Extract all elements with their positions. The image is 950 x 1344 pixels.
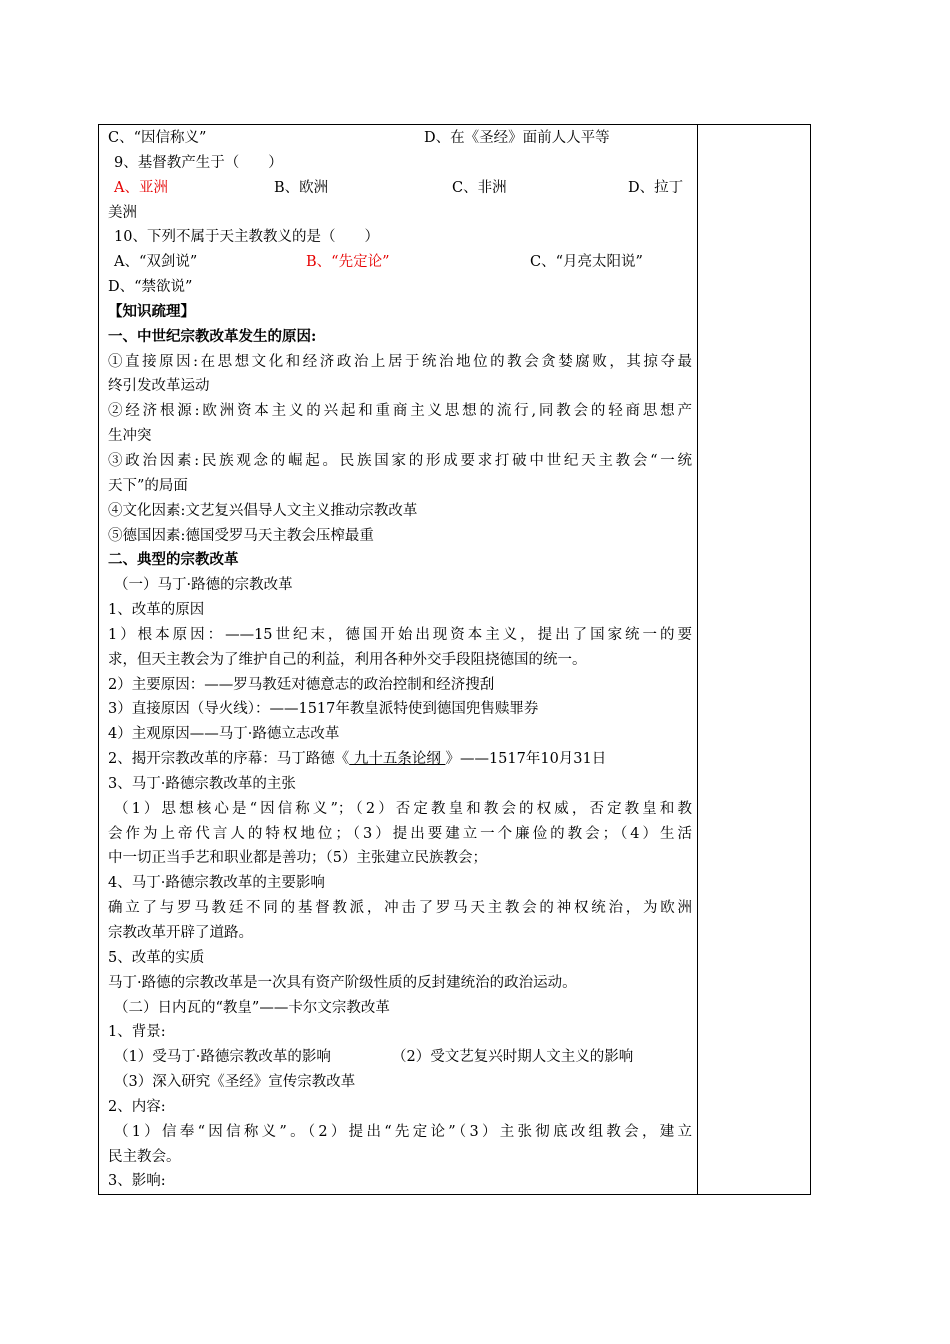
luther-line: 马丁·路德的宗教改革是一次具有资产阶级性质的反封建统治的政治运动。 <box>108 974 577 991</box>
section1-line: ②经济根源:欧洲资本主义的兴起和重商主义思想的流行,同教会的轻商思想产 <box>108 403 692 420</box>
luther-line: 2）主要原因：——罗马教廷对德意志的政治控制和经济搜刮 <box>108 676 495 693</box>
calvin-title: （二）日内瓦的“教皇”——卡尔文宗教改革 <box>114 999 390 1016</box>
q9-option-d: D、拉丁 <box>628 179 684 196</box>
luther-line: （1）思想核心是“因信称义”；（2）否定教皇和教会的权威，否定教皇和教 <box>114 800 692 817</box>
luther-line: 5、改革的实质 <box>108 949 205 966</box>
table-main-cell <box>108 126 692 1194</box>
q10-option-d: D、“禁欲说” <box>108 279 193 296</box>
luther-title: （一）马丁·路德的宗教改革 <box>114 577 293 594</box>
calvin-line: 民主教会。 <box>108 1148 181 1165</box>
prelude-text: 2、揭开宗教改革的序幕：马丁路德《 <box>108 751 350 768</box>
calvin-background-line <box>108 1045 692 1070</box>
prelude-date: 》——1517年10月31日 <box>445 751 607 768</box>
luther-line: 中一切正当手艺和职业都是善功；（5）主张建立民族教会； <box>108 850 487 867</box>
q9-option-c: C、非洲 <box>452 179 507 196</box>
q9-option-b: B、欧洲 <box>274 179 329 196</box>
calvin-background-1: （1）受马丁·路德宗教改革的影响 <box>114 1049 331 1066</box>
q8-option-d: D、在《圣经》面前人人平等 <box>424 130 610 146</box>
q10-option-a: A、“双剑说” <box>114 254 198 271</box>
luther-line: 4、马丁·路德宗教改革的主要影响 <box>108 875 325 892</box>
section1-line: ③政治因素:民族观念的崛起。民族国家的形成要求打破中世纪天主教会“一统 <box>108 452 692 469</box>
section1-line: ⑤德国因素:德国受罗马天主教会压榨最重 <box>108 527 374 544</box>
calvin-line: （1）信奉“因信称义”。（2）提出“先定论”（3）主张彻底改组教会，建立 <box>114 1123 692 1140</box>
calvin-line: 1、背景: <box>108 1024 166 1041</box>
knowledge-heading: 【知识疏理】 <box>108 302 195 320</box>
luther-line: 3）直接原因（导火线）：——1517年教皇派特使到德国兜售赎罪券 <box>108 701 539 718</box>
section1-line: ④文化因素:文艺复兴倡导人文主义推动宗教改革 <box>108 502 418 519</box>
q10-options <box>108 250 692 275</box>
q10-option-c: C、“月亮太阳说” <box>530 254 643 271</box>
q8-option-c: C、“因信称义” <box>108 130 207 146</box>
luther-line: 4）主观原因——马丁·路德立志改革 <box>108 726 340 743</box>
ninety-five-theses-line <box>108 747 692 772</box>
q10-option-b: B、“先定论” <box>306 254 390 271</box>
luther-line: 会作为上帝代言人的特权地位；（3）提出要建立一个廉俭的教会；（4）生活 <box>108 825 692 842</box>
answer-blank: 九十五条论纲 <box>349 751 446 768</box>
calvin-line: （3）深入研究《圣经》宣传宗教改革 <box>114 1074 356 1091</box>
section1-heading: 一、中世纪宗教改革发生的原因: <box>108 327 317 345</box>
luther-line: 1）根本原因：——15世纪末，德国开始出现资本主义，提出了国家统一的要 <box>108 626 692 643</box>
q9-option-d-continued: 美洲 <box>108 204 137 221</box>
section1-line: 终引发改革运动 <box>108 378 210 395</box>
q9-stem: 9、基督教产生于（ ） <box>114 154 283 171</box>
calvin-line: 2、内容: <box>108 1098 166 1115</box>
luther-line: 宗教改革开辟了道路。 <box>108 925 253 941</box>
section1-line: ①直接原因:在思想文化和经济政治上居于统治地位的教会贪婪腐败，其掠夺最 <box>108 353 692 370</box>
table-column-divider <box>697 124 698 1195</box>
q9-options <box>108 176 692 201</box>
calvin-line: 3、影响: <box>108 1173 166 1190</box>
luther-line: 1、改革的原因 <box>108 602 205 619</box>
luther-line: 3、马丁·路德宗教改革的主张 <box>108 775 296 792</box>
section2-heading: 二、典型的宗教改革 <box>108 551 239 569</box>
section1-line: 生冲突 <box>108 428 152 445</box>
section1-line: 天下”的局面 <box>108 477 188 494</box>
calvin-background-2: （2）受文艺复兴时期人文主义的影响 <box>392 1049 634 1066</box>
q8-options <box>108 126 692 151</box>
q10-stem: 10、下列不属于天主教教义的是（ ） <box>114 229 379 246</box>
luther-line: 确立了与罗马教廷不同的基督教派，冲击了罗马天主教会的神权统治，为欧洲 <box>108 900 692 917</box>
q9-option-a: A、亚洲 <box>114 179 168 196</box>
luther-line: 求，但天主教会为了维护自己的利益，利用各种外交手段阻挠德国的统一。 <box>108 651 587 668</box>
